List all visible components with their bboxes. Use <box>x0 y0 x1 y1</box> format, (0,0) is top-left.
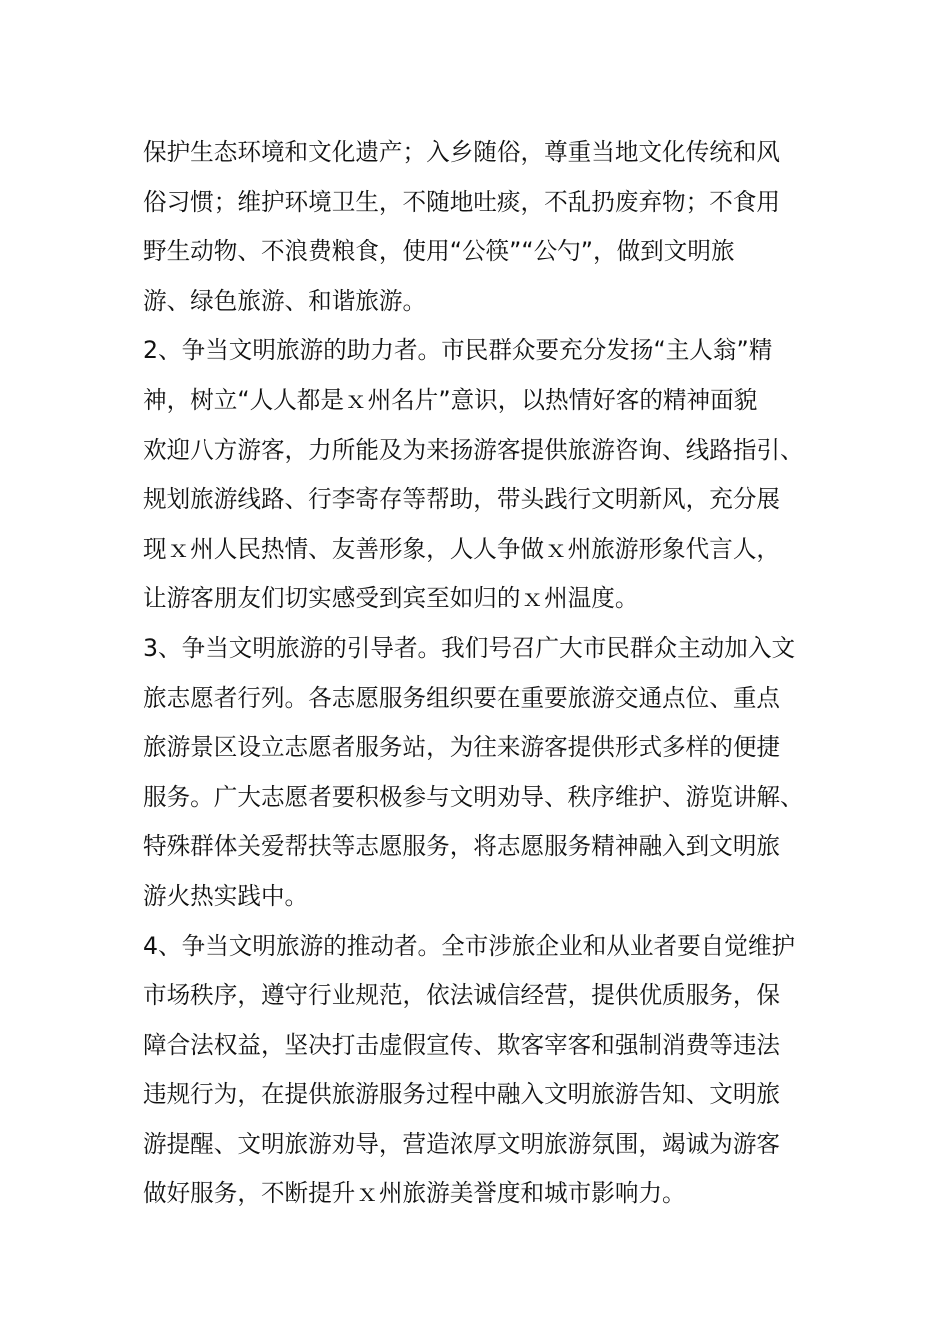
text-line: 游火热实践中。 <box>143 881 309 910</box>
text-line: 特殊群体关爱帮扶等志愿服务，将志愿服务精神融入到文明旅 <box>143 832 781 861</box>
text-line: 俗习惯；维护环境卫生，不随地吐痰，不乱扔废弃物；不食用 <box>143 187 781 216</box>
text-line: 旅志愿者行列。各志愿服务组织要在重要旅游交通点位、重点 <box>143 683 781 712</box>
text-line: 做好服务，不断提升ｘ州旅游美誉度和城市影响力。 <box>143 1179 686 1208</box>
text-line: 旅游景区设立志愿者服务站，为往来游客提供形式多样的便捷 <box>143 733 781 762</box>
text-line: 让游客朋友们切实感受到宾至如归的ｘ州温度。 <box>143 584 639 613</box>
text-line: 现ｘ州人民热情、友善形象，人人争做ｘ州旅游形象代言人， <box>143 534 781 563</box>
text-line: 欢迎八方游客，力所能及为来扬游客提供旅游咨询、线路指引、 <box>143 435 804 464</box>
text-line: 保护生态环境和文化遗产；入乡随俗，尊重当地文化传统和风 <box>143 138 781 166</box>
paragraph-2-first-line: 2、争当文明旅游的助力者。市民群众要充分发扬“主人翁”精 <box>143 336 773 365</box>
paragraph-3-first-line: 3、争当文明旅游的引导者。我们号召广大市民群众主动加入文 <box>143 633 796 662</box>
text-line: 障合法权益，坚决打击虚假宣传、欺客宰客和强制消费等违法 <box>143 1030 781 1059</box>
text-line: 规划旅游线路、行李寄存等帮助，带头践行文明新风，充分展 <box>143 485 781 514</box>
text-line: 神，树立“人人都是ｘ州名片”意识，以热情好客的精神面貌 <box>143 385 758 414</box>
text-line: 服务。广大志愿者要积极参与文明劝导、秩序维护、游览讲解、 <box>143 782 804 811</box>
text-line: 野生动物、不浪费粮食，使用“公筷”“公勺”，做到文明旅 <box>143 237 735 266</box>
text-line: 游提醒、文明旅游劝导，营造浓厚文明旅游氛围，竭诚为游客 <box>143 1129 781 1158</box>
text-line: 市场秩序，遵守行业规范，依法诚信经营，提供优质服务，保 <box>143 981 781 1010</box>
document-body <box>143 128 808 1219</box>
text-line: 游、绿色旅游、和谐旅游。 <box>143 286 427 315</box>
paragraph-4-first-line: 4、争当文明旅游的推动者。全市涉旅企业和从业者要自觉维护 <box>143 931 796 960</box>
text-line: 违规行为，在提供旅游服务过程中融入文明旅游告知、文明旅 <box>143 1080 781 1109</box>
